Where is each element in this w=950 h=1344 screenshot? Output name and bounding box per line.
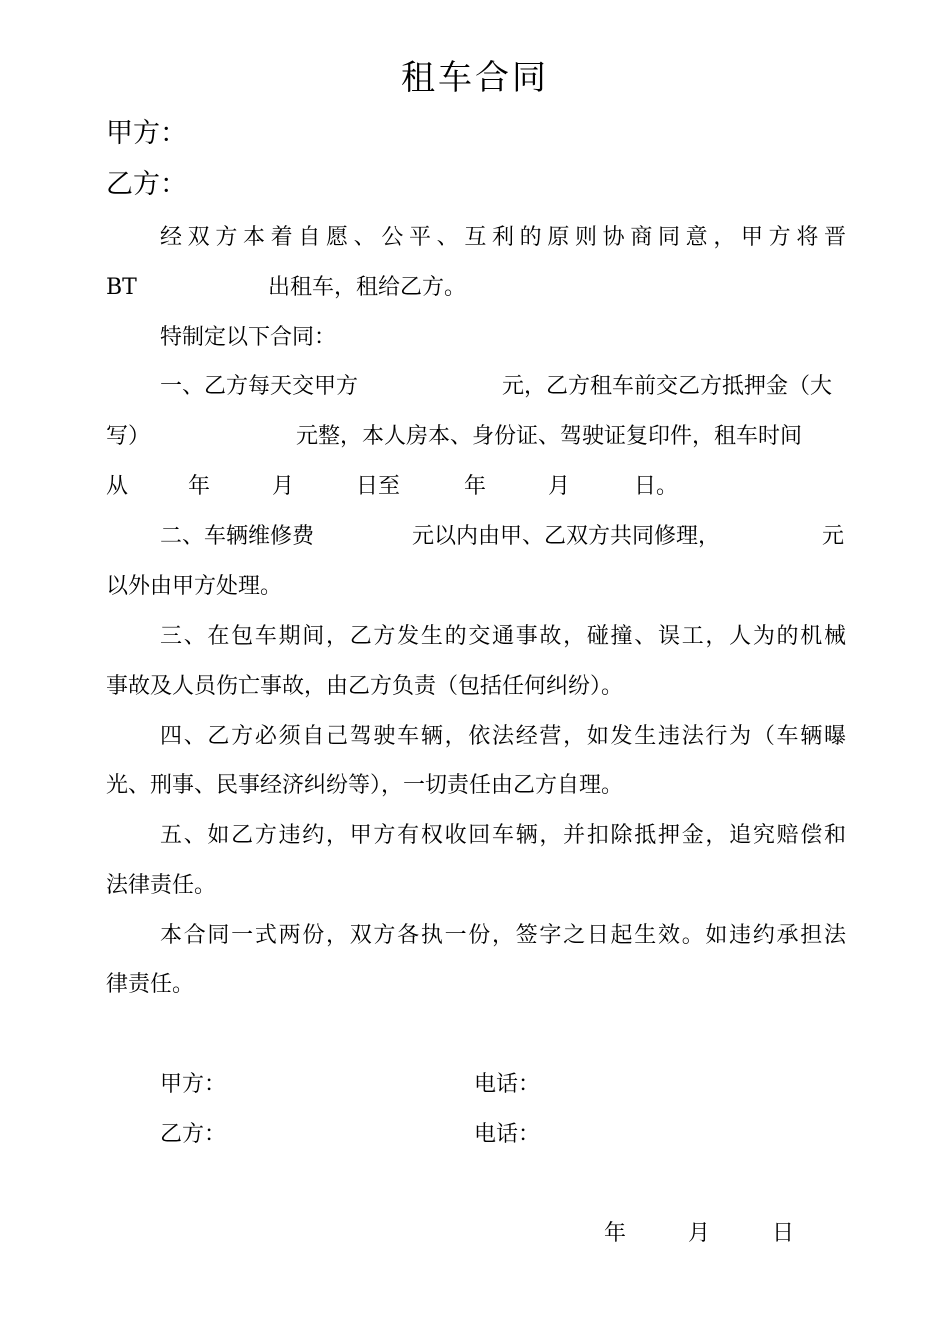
clause-1-from: 从 bbox=[106, 474, 129, 499]
closing-line-2: 律责任。 bbox=[106, 972, 195, 997]
clause-2-line-2: 以外由甲方处理。 bbox=[106, 574, 283, 599]
date-day-label: 日 bbox=[772, 1221, 795, 1246]
clause-4-line-2: 光、刑事、民事经济纠纷等），一切责任由乙方自理。 bbox=[106, 773, 624, 798]
clause-1-month-2: 月 bbox=[548, 474, 571, 499]
intro-line-3: 特制定以下合同： bbox=[160, 325, 337, 350]
clause-3-line-1: 三、在包车期间，乙方发生的交通事故，碰撞、误工，人为的机械 bbox=[160, 624, 846, 649]
clause-1-line-2b: 元整，本人房本、身份证、驾驶证复印件，租车时间 bbox=[296, 424, 803, 449]
clause-2-line-1a: 二、车辆维修费 bbox=[160, 524, 315, 549]
signature-party-a-label: 甲方： bbox=[160, 1072, 227, 1097]
clause-1-month-1: 月 bbox=[272, 474, 295, 499]
signature-party-b-label: 乙方： bbox=[160, 1122, 227, 1147]
date-year-label: 年 bbox=[604, 1221, 627, 1246]
clause-1-line-1a: 一、乙方每天交甲方 bbox=[160, 374, 359, 399]
clause-1-line-1b: 元，乙方租车前交乙方抵押金（大 bbox=[502, 374, 833, 399]
date-month-label: 月 bbox=[688, 1221, 711, 1246]
document-title: 租车合同 bbox=[401, 58, 549, 98]
party-a-header: 甲方： bbox=[106, 118, 187, 149]
clause-1-day-to: 日至 bbox=[356, 474, 401, 499]
intro-line-1: 经双方本着自愿、公平、互利的原则协商同意，甲方将晋 bbox=[160, 225, 846, 250]
clause-2-line-1c: 元 bbox=[822, 524, 845, 549]
party-b-header: 乙方： bbox=[106, 169, 187, 200]
clause-5-line-1: 五、如乙方违约，甲方有权收回车辆，并扣除抵押金，追究赔偿和 bbox=[160, 823, 846, 848]
clause-1-day-2: 日。 bbox=[634, 474, 679, 499]
clause-5-line-2: 法律责任。 bbox=[106, 873, 217, 898]
clause-1-year-2: 年 bbox=[464, 474, 487, 499]
clause-4-line-1: 四、乙方必须自己驾驶车辆，依法经营，如发生违法行为（车辆曝 bbox=[160, 724, 846, 749]
clause-1-line-2a: 写） bbox=[106, 424, 151, 449]
clause-3-line-2: 事故及人员伤亡事故，由乙方负责（包括任何纠纷）。 bbox=[106, 674, 624, 699]
closing-line-1: 本合同一式两份，双方各执一份，签字之日起生效。如违约承担法 bbox=[160, 923, 846, 948]
intro-line-2: 出租车，租给乙方。 bbox=[268, 275, 467, 300]
signature-party-b-phone-label: 电话： bbox=[474, 1122, 541, 1147]
signature-party-a-phone-label: 电话： bbox=[474, 1072, 541, 1097]
plate-prefix: BT bbox=[106, 275, 137, 300]
clause-2-line-1b: 元以内由甲、乙双方共同修理， bbox=[412, 524, 721, 549]
clause-1-year-1: 年 bbox=[188, 474, 211, 499]
